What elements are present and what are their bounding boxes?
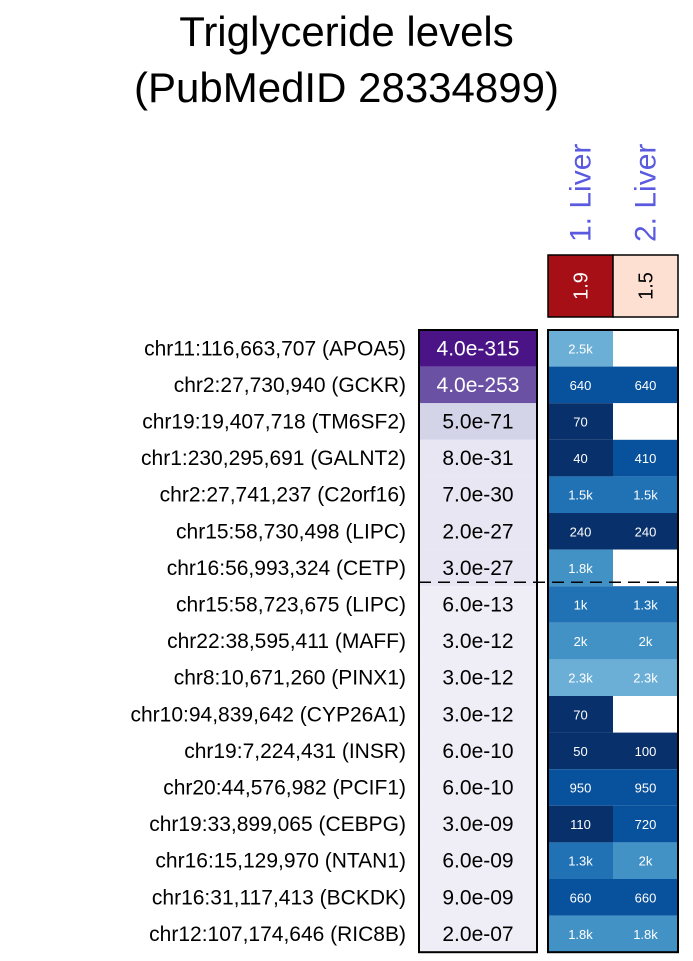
pvalue-label: 3.0e-12 (442, 630, 514, 654)
column-header-2: 2. Liver (629, 143, 663, 242)
snp-label: chr16:15,129,970 (NTAN1) (155, 849, 406, 873)
chart-title-line-1: Triglyceride levels (179, 8, 514, 55)
heatmap-cell-label: 2k (638, 634, 653, 650)
heatmap-cell-label: 1.3k (633, 597, 658, 613)
heatmap-cell (613, 330, 678, 367)
heatmap-cell-label: 1.8k (568, 560, 593, 576)
snp-label: chr16:56,993,324 (CETP) (166, 556, 406, 580)
heatmap-cell-label: 1k (573, 597, 588, 613)
heatmap-cell-label: 1.3k (568, 853, 593, 869)
pvalue-label: 7.0e-30 (442, 483, 514, 507)
pvalue-label: 6.0e-10 (442, 739, 514, 763)
snp-label: chr2:27,730,940 (GCKR) (173, 373, 406, 397)
heatmap-cell-label: 240 (634, 524, 657, 540)
heatmap-cell-label: 1.5k (633, 487, 658, 503)
heatmap-cell-label: 2k (573, 634, 588, 650)
chart-title-line-2: (PubMedID 28334899) (134, 64, 559, 111)
snp-label: chr20:44,576,982 (PCIF1) (163, 776, 406, 800)
column-header-1: 1. Liver (564, 143, 598, 242)
pvalue-label: 3.0e-09 (442, 813, 514, 837)
snp-label: chr19:33,899,065 (CEBPG) (149, 813, 406, 837)
pvalue-label: 9.0e-09 (442, 886, 514, 910)
heatmap-cell-label: 240 (569, 524, 592, 540)
heatmap-cell-label: 640 (634, 377, 657, 393)
snp-label: chr8:10,671,260 (PINX1) (173, 666, 406, 690)
snp-label: chr10:94,839,642 (CYP26A1) (130, 703, 406, 727)
heatmap-cell-label: 2.3k (568, 670, 593, 686)
snp-label: chr11:116,663,707 (APOA5) (144, 337, 406, 361)
heatmap-cell (613, 696, 678, 733)
pvalue-label: 2.0e-27 (442, 520, 514, 544)
pvalue-label: 8.0e-31 (442, 447, 514, 471)
heatmap-cell-label: 40 (573, 451, 588, 467)
snp-label: chr22:38,595,411 (MAFF) (167, 630, 406, 654)
heatmap-cell-label: 410 (634, 451, 657, 467)
enrichment-label-1: 1.9 (570, 272, 593, 300)
snp-label: chr16:31,117,413 (BCKDK) (151, 886, 406, 910)
snp-label: chr12:107,174,646 (RIC8B) (149, 922, 406, 946)
pvalue-label: 6.0e-10 (442, 776, 514, 800)
snp-label: chr15:58,730,498 (LIPC) (176, 520, 406, 544)
pvalue-label: 6.0e-09 (442, 849, 514, 873)
snp-label: chr1:230,295,691 (GALNT2) (141, 447, 406, 471)
snp-label: chr2:27,741,237 (C2orf16) (159, 483, 406, 507)
heatmap-cell-label: 950 (569, 780, 592, 796)
heatmap-cell-label: 2.5k (568, 341, 593, 357)
heatmap-cell-label: 100 (634, 743, 657, 759)
heatmap-cell-label: 70 (573, 707, 588, 723)
heatmap-cell-label: 660 (569, 890, 592, 906)
pvalue-label: 5.0e-71 (442, 410, 514, 434)
enrichment-label-2: 1.5 (635, 272, 658, 300)
pvalue-label: 3.0e-12 (442, 703, 514, 727)
heatmap-cell-label: 660 (634, 890, 657, 906)
pvalue-label: 4.0e-315 (436, 337, 520, 361)
snp-label: chr19:19,407,718 (TM6SF2) (142, 410, 406, 434)
pvalue-label: 3.0e-27 (442, 556, 514, 580)
snp-label: chr19:7,224,431 (INSR) (184, 739, 406, 763)
pvalue-label: 4.0e-253 (436, 373, 520, 397)
pvalue-label: 2.0e-07 (442, 922, 514, 946)
heatmap-cell-label: 70 (573, 414, 588, 430)
pvalue-label: 3.0e-12 (442, 666, 514, 690)
pvalue-label: 6.0e-13 (442, 593, 514, 617)
heatmap-cell-label: 950 (634, 780, 657, 796)
heatmap-cell (613, 403, 678, 440)
heatmap-cell-label: 1.5k (568, 487, 593, 503)
heatmap-cell (613, 550, 678, 587)
heatmap-cell-label: 2.3k (633, 670, 658, 686)
heatmap-cell-label: 50 (573, 743, 588, 759)
heatmap-cell-label: 110 (570, 817, 591, 833)
heatmap-cell-label: 720 (634, 817, 657, 833)
snp-label: chr15:58,723,675 (LIPC) (176, 593, 406, 617)
heatmap-cell-label: 1.8k (633, 926, 658, 942)
heatmap-cell-label: 2k (638, 853, 653, 869)
heatmap-cell-label: 1.8k (568, 926, 593, 942)
heatmap-cell-label: 640 (569, 377, 592, 393)
